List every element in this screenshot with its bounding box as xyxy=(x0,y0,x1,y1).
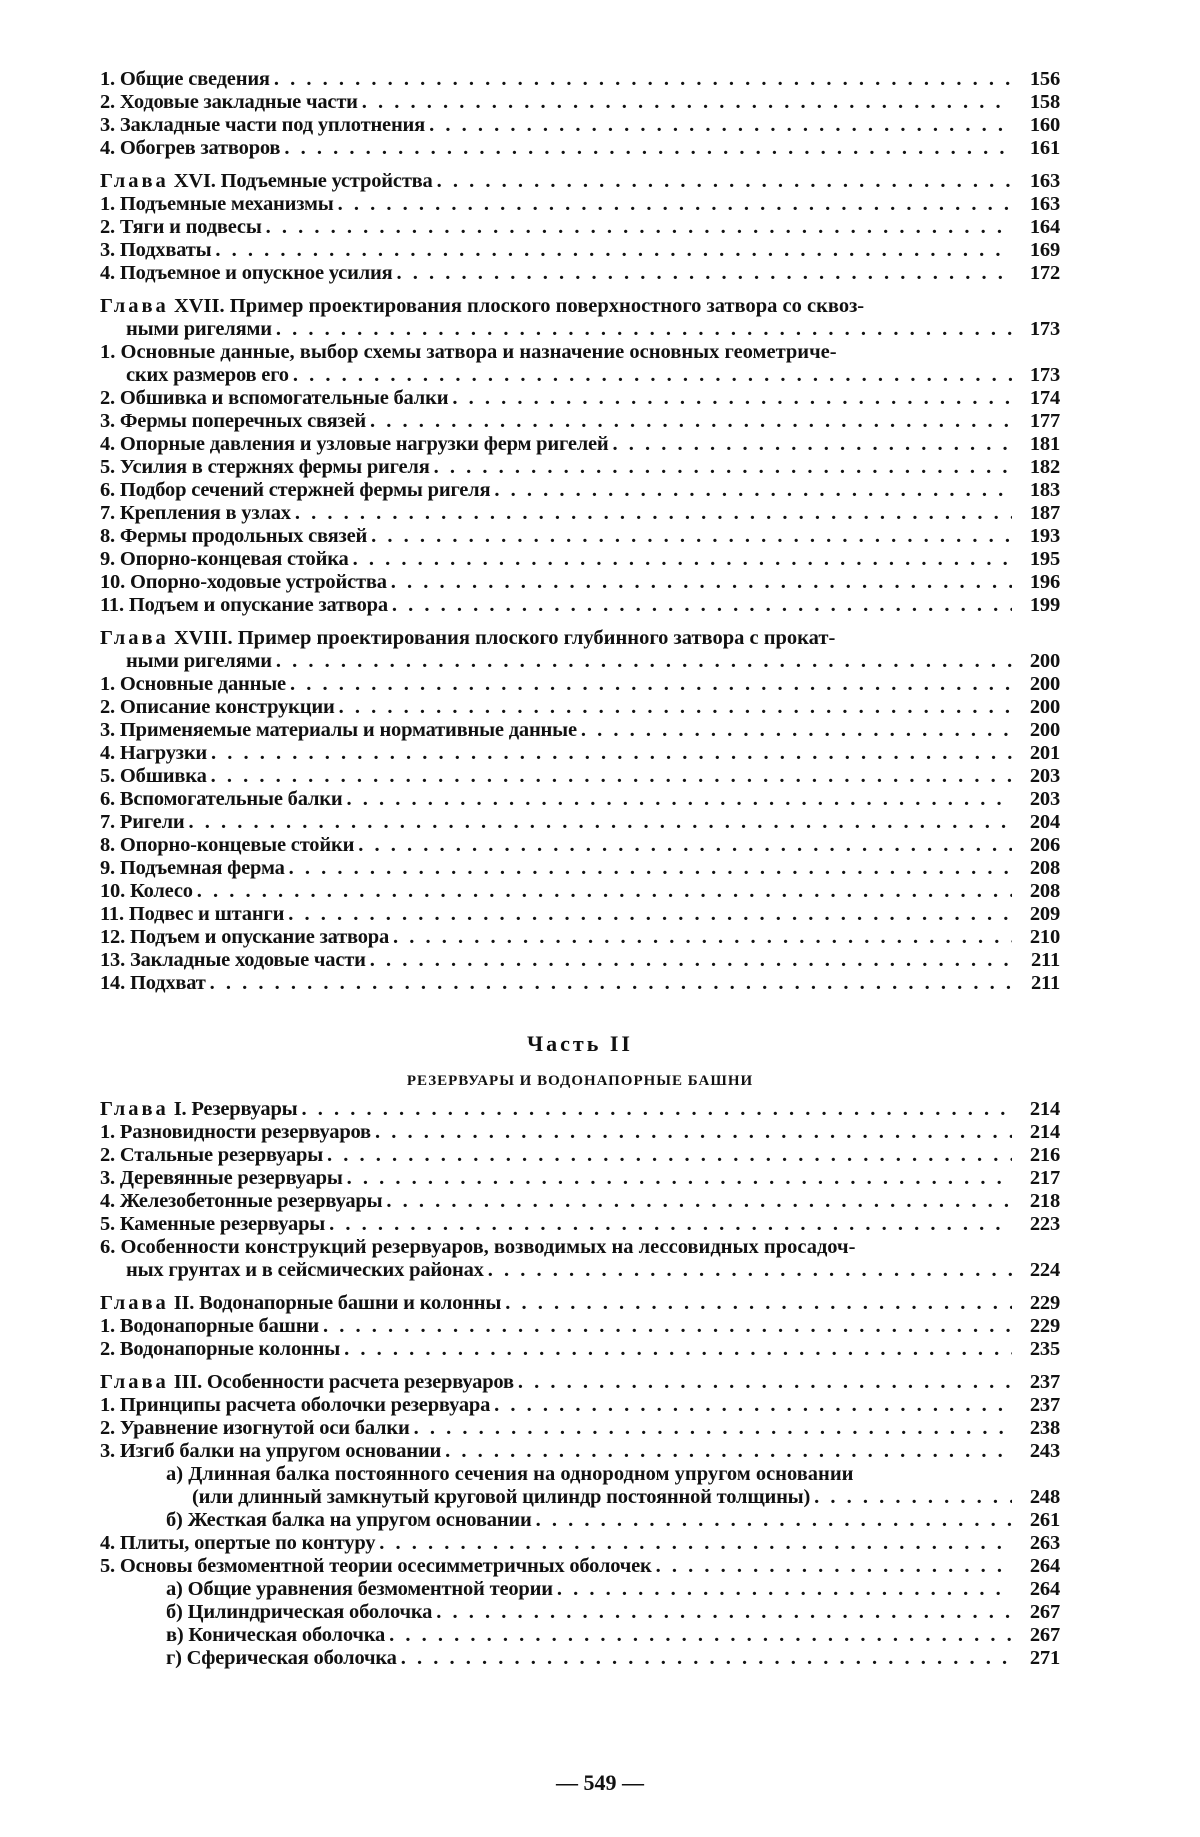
toc-entry xyxy=(100,1463,1060,1509)
page-ref: 200 xyxy=(1029,650,1060,672)
toc-entry xyxy=(100,1144,1060,1167)
toc-entry-title: 1. Разновидности резервуаров xyxy=(100,1121,371,1143)
dot-leader xyxy=(375,1121,1012,1144)
toc-entry-title: 7. Ригели xyxy=(100,811,185,833)
toc-chapter xyxy=(100,1292,1060,1315)
toc-entry xyxy=(100,1417,1060,1440)
dot-leader xyxy=(445,1440,1012,1463)
toc-entry-title: XVII. Пример проектирования плоского поверхностного затвора со сквоз- xyxy=(173,295,865,317)
page-ref: 160 xyxy=(1029,114,1060,136)
toc-entry xyxy=(100,811,1060,834)
dot-leader xyxy=(429,114,1012,137)
dot-leader xyxy=(389,1624,1012,1647)
dot-leader xyxy=(397,262,1012,285)
toc-chapter xyxy=(100,627,1060,673)
toc-entry-title: 6. Особенности конструкций резервуаров, возводимых на лессовидных просадоч- xyxy=(100,1236,856,1258)
toc-entry xyxy=(100,525,1060,548)
toc-entry-title: г) Сферическая оболочка xyxy=(166,1647,397,1669)
toc-entry-title: 2. Стальные резервуары xyxy=(100,1144,324,1166)
toc-section-part2 xyxy=(100,1098,1060,1670)
page-ref: 235 xyxy=(1029,1338,1060,1360)
toc-entry-title: 5. Обшивка xyxy=(100,765,207,787)
page-ref: 204 xyxy=(1029,811,1060,833)
toc-entry-title: 10. Колесо xyxy=(100,880,193,902)
toc-entry-title: в) Коническая оболочка xyxy=(166,1624,386,1646)
dot-leader xyxy=(392,594,1012,617)
page-ref: 161 xyxy=(1029,137,1060,159)
toc-entry-title: I. Резервуары xyxy=(173,1098,298,1120)
toc-entry xyxy=(100,1121,1060,1144)
toc-entry-title: XVIII. Пример проектирования плоского глубинного затвора с прокат- xyxy=(173,627,836,649)
dot-leader xyxy=(344,1338,1012,1361)
toc-entry-title: 10. Опорно-ходовые устройства xyxy=(100,571,387,593)
toc-entry-title: а) Общие уравнения безмоментной теории xyxy=(166,1578,553,1600)
toc-entry xyxy=(100,1236,1060,1282)
dot-leader xyxy=(434,456,1012,479)
page-ref: 237 xyxy=(1029,1394,1060,1416)
toc-entry-title: 9. Подъемная ферма xyxy=(100,857,285,879)
page-number: — 549 — xyxy=(556,1770,644,1795)
toc-entry-title: 3. Закладные части под уплотнения xyxy=(100,114,426,136)
page-ref: 193 xyxy=(1029,525,1060,547)
toc-entry-title: 3. Деревянные резервуары xyxy=(100,1167,343,1189)
toc-entry xyxy=(100,1440,1060,1463)
page-ref: 217 xyxy=(1029,1167,1060,1189)
toc-entry xyxy=(100,1624,1060,1647)
toc-entry xyxy=(100,502,1060,525)
toc-entry-title: 4. Опорные давления и узловые нагрузки ферм ригелей xyxy=(100,433,609,455)
dot-leader xyxy=(494,479,1012,502)
toc-page xyxy=(100,68,1060,1670)
toc-entry xyxy=(100,433,1060,456)
dot-leader xyxy=(371,525,1012,548)
page-ref: 214 xyxy=(1029,1121,1060,1143)
toc-entry xyxy=(100,949,1060,972)
toc-entry xyxy=(100,1338,1060,1361)
toc-entry xyxy=(100,341,1060,387)
page-ref: 177 xyxy=(1029,410,1060,432)
page-ref: 211 xyxy=(1030,949,1060,971)
toc-entry xyxy=(100,193,1060,216)
toc-entry xyxy=(100,1167,1060,1190)
toc-entry-title: 4. Обогрев затворов xyxy=(100,137,281,159)
toc-entry xyxy=(100,673,1060,696)
dot-leader xyxy=(393,926,1012,949)
page-ref: 158 xyxy=(1029,91,1060,113)
dot-leader xyxy=(210,972,1012,995)
part-subtitle: РЕЗЕРВУАРЫ И ВОДОНАПОРНЫЕ БАШНИ xyxy=(406,1073,754,1089)
toc-entry-title: 4. Подъемное и опускное усилия xyxy=(100,262,393,284)
dot-leader xyxy=(274,68,1012,91)
dot-leader xyxy=(358,834,1012,857)
toc-entry xyxy=(100,216,1060,239)
page-ref: 163 xyxy=(1029,170,1060,192)
dot-leader xyxy=(197,880,1012,903)
page-ref: 261 xyxy=(1029,1509,1060,1531)
toc-entry-title: 11. Подвес и штанги xyxy=(100,903,285,925)
dot-leader xyxy=(339,696,1012,719)
page-ref: 172 xyxy=(1029,262,1060,284)
page-ref: 200 xyxy=(1029,696,1060,718)
toc-section-part1 xyxy=(100,68,1060,995)
toc-entry-title: 1. Принципы расчета оболочки резервуара xyxy=(100,1394,491,1416)
dot-leader xyxy=(327,1144,1012,1167)
toc-entry xyxy=(100,765,1060,788)
toc-entry xyxy=(100,456,1060,479)
dot-leader xyxy=(293,364,1012,387)
dot-leader xyxy=(276,318,1012,341)
page-ref: 223 xyxy=(1029,1213,1060,1235)
page-ref: 267 xyxy=(1029,1624,1060,1646)
toc-entry-title: б) Жесткая балка на упругом основании xyxy=(166,1509,532,1531)
toc-entry-title: 1. Подъемные механизмы xyxy=(100,193,334,215)
toc-entry-title: 4. Железобетонные резервуары xyxy=(100,1190,383,1212)
toc-entry-title: II. Водонапорные башни и колонны xyxy=(173,1292,502,1314)
toc-entry-title: 12. Подъем и опускание затвора xyxy=(100,926,390,948)
page-ref: 196 xyxy=(1029,571,1060,593)
toc-entry-title-cont: (или длинный замкнутый круговой цилиндр постоянной толщины) xyxy=(192,1486,811,1508)
page-ref: 229 xyxy=(1029,1315,1060,1337)
toc-entry-title: 2. Уравнение изогнутой оси балки xyxy=(100,1417,410,1439)
dot-leader xyxy=(295,502,1012,525)
dot-leader xyxy=(505,1292,1012,1315)
page-ref: 181 xyxy=(1029,433,1060,455)
chapter-label: Глава xyxy=(100,1292,169,1314)
dot-leader xyxy=(289,857,1012,880)
toc-entry-title-cont: ных грунтах и в сейсмических районах xyxy=(126,1259,484,1281)
page-ref: 229 xyxy=(1029,1292,1060,1314)
toc-entry-title: 5. Усилия в стержнях фермы ригеля xyxy=(100,456,430,478)
toc-entry xyxy=(100,742,1060,765)
toc-entry-title: 5. Каменные резервуары xyxy=(100,1213,326,1235)
toc-entry-title: 3. Подхваты xyxy=(100,239,212,261)
page-ref: 183 xyxy=(1029,479,1060,501)
toc-entry-title: 6. Вспомогательные балки xyxy=(100,788,343,810)
toc-entry xyxy=(100,1578,1060,1601)
toc-entry-title: 11. Подъем и опускание затвора xyxy=(100,594,388,616)
page-ref: 209 xyxy=(1029,903,1060,925)
dot-leader xyxy=(323,1315,1012,1338)
toc-entry-title: 8. Фермы продольных связей xyxy=(100,525,368,547)
toc-entry xyxy=(100,857,1060,880)
toc-entry-title: XVI. Подъемные устройства xyxy=(173,170,433,192)
dot-leader xyxy=(346,788,1012,811)
toc-entry xyxy=(100,571,1060,594)
dot-leader xyxy=(379,1532,1012,1555)
dot-leader xyxy=(391,571,1012,594)
toc-entry xyxy=(100,91,1060,114)
page-ref: 271 xyxy=(1029,1647,1060,1669)
page-ref: 211 xyxy=(1030,972,1060,994)
page-ref: 203 xyxy=(1029,765,1060,787)
page-ref: 169 xyxy=(1029,239,1060,261)
page-ref: 264 xyxy=(1029,1578,1060,1600)
page-ref: 200 xyxy=(1029,719,1060,741)
dot-leader xyxy=(188,811,1012,834)
dot-leader xyxy=(401,1647,1012,1670)
toc-entry xyxy=(100,594,1060,617)
part-title: Часть II xyxy=(527,1031,633,1056)
page-ref: 248 xyxy=(1029,1486,1060,1508)
toc-entry-title: 3. Применяемые материалы и нормативные данные xyxy=(100,719,577,741)
toc-entry xyxy=(100,788,1060,811)
dot-leader xyxy=(215,239,1012,262)
toc-entry-title: 2. Обшивка и вспомогательные балки xyxy=(100,387,449,409)
page-ref: 237 xyxy=(1029,1371,1060,1393)
page-ref: 156 xyxy=(1029,68,1060,90)
toc-entry-title: 1. Основные данные, выбор схемы затвора и назначение основных геометриче- xyxy=(100,341,837,363)
toc-entry-title: 6. Подбор сечений стержней фермы ригеля xyxy=(100,479,491,501)
dot-leader xyxy=(437,170,1012,193)
dot-leader xyxy=(353,548,1012,571)
page-ref: 199 xyxy=(1029,594,1060,616)
toc-entry-title: а) Длинная балка постоянного сечения на однородном упругом основании xyxy=(166,1463,854,1485)
dot-leader xyxy=(329,1213,1012,1236)
page-ref: 182 xyxy=(1029,456,1060,478)
page-ref: 214 xyxy=(1029,1098,1060,1120)
toc-chapter xyxy=(100,170,1060,193)
toc-entry-title: 7. Крепления в узлах xyxy=(100,502,291,524)
page-ref: 263 xyxy=(1029,1532,1060,1554)
page-ref: 206 xyxy=(1029,834,1060,856)
page-ref: 203 xyxy=(1029,788,1060,810)
dot-leader xyxy=(656,1555,1012,1578)
page-ref: 224 xyxy=(1029,1259,1060,1281)
dot-leader xyxy=(211,765,1012,788)
page-ref: 164 xyxy=(1029,216,1060,238)
dot-leader xyxy=(452,387,1012,410)
dot-leader xyxy=(814,1486,1012,1509)
dot-leader xyxy=(518,1371,1012,1394)
page-ref: 187 xyxy=(1029,502,1060,524)
toc-entry-title: 1. Основные данные xyxy=(100,673,286,695)
page-ref: 201 xyxy=(1029,742,1060,764)
dot-leader xyxy=(284,137,1012,160)
toc-entry-title: III. Особенности расчета резервуаров xyxy=(173,1371,514,1393)
dot-leader xyxy=(370,410,1012,433)
chapter-label: Глава xyxy=(100,295,169,317)
page-ref: 264 xyxy=(1029,1555,1060,1577)
toc-entry xyxy=(100,880,1060,903)
page-ref: 163 xyxy=(1029,193,1060,215)
dot-leader xyxy=(370,949,1012,972)
dot-leader xyxy=(436,1601,1012,1624)
dot-leader xyxy=(536,1509,1012,1532)
toc-entry-title: 2. Тяги и подвесы xyxy=(100,216,262,238)
toc-entry-title: 14. Подхват xyxy=(100,972,206,994)
dot-leader xyxy=(557,1578,1012,1601)
page-ref: 173 xyxy=(1029,364,1060,386)
dot-leader xyxy=(414,1417,1012,1440)
toc-entry xyxy=(100,68,1060,91)
dot-leader xyxy=(362,91,1012,114)
toc-entry-title-cont: ских размеров его xyxy=(126,364,289,386)
toc-entry xyxy=(100,387,1060,410)
toc-entry-title-cont: ными ригелями xyxy=(126,650,272,672)
toc-entry-title: 5. Основы безмоментной теории осесимметричных оболочек xyxy=(100,1555,652,1577)
dot-leader xyxy=(347,1167,1012,1190)
toc-entry-title: 2. Водонапорные колонны xyxy=(100,1338,341,1360)
page-ref: 216 xyxy=(1029,1144,1060,1166)
toc-entry-title: 2. Описание конструкции xyxy=(100,696,335,718)
toc-chapter xyxy=(100,295,1060,341)
toc-chapter xyxy=(100,1371,1060,1394)
chapter-label: Глава xyxy=(100,1371,169,1393)
dot-leader xyxy=(581,719,1012,742)
dot-leader xyxy=(211,742,1012,765)
toc-entry-title: 13. Закладные ходовые части xyxy=(100,949,366,971)
toc-entry xyxy=(100,479,1060,502)
toc-entry xyxy=(100,1394,1060,1417)
dot-leader xyxy=(494,1394,1012,1417)
toc-entry xyxy=(100,1601,1060,1624)
toc-entry-title: 3. Изгиб балки на упругом основании xyxy=(100,1440,442,1462)
toc-entry xyxy=(100,137,1060,160)
toc-entry-title: 9. Опорно-концевая стойка xyxy=(100,548,349,570)
page-ref: 238 xyxy=(1029,1417,1060,1439)
page-ref: 174 xyxy=(1029,387,1060,409)
toc-entry-title: 3. Фермы поперечных связей xyxy=(100,410,367,432)
toc-entry xyxy=(100,114,1060,137)
dot-leader xyxy=(386,1190,1012,1213)
toc-entry xyxy=(100,719,1060,742)
toc-entry xyxy=(100,972,1060,995)
toc-entry xyxy=(100,239,1060,262)
chapter-label: Глава xyxy=(100,627,169,649)
toc-entry-title: 4. Нагрузки xyxy=(100,742,208,764)
toc-entry xyxy=(100,1647,1060,1670)
dot-leader xyxy=(301,1098,1012,1121)
toc-entry xyxy=(100,1532,1060,1555)
toc-entry xyxy=(100,262,1060,285)
dot-leader xyxy=(266,216,1012,239)
page-ref: 267 xyxy=(1029,1601,1060,1623)
chapter-label: Глава xyxy=(100,170,169,192)
toc-entry xyxy=(100,1509,1060,1532)
toc-entry-title: 8. Опорно-концевые стойки xyxy=(100,834,355,856)
toc-entry xyxy=(100,1315,1060,1338)
page-ref: 200 xyxy=(1029,673,1060,695)
dot-leader xyxy=(338,193,1012,216)
toc-entry xyxy=(100,1555,1060,1578)
toc-entry-title: 1. Водонапорные башни xyxy=(100,1315,319,1337)
page-ref: 173 xyxy=(1029,318,1060,340)
page-ref: 195 xyxy=(1029,548,1060,570)
dot-leader xyxy=(613,433,1012,456)
toc-entry xyxy=(100,1213,1060,1236)
toc-entry xyxy=(100,1190,1060,1213)
toc-entry-title-cont: ными ригелями xyxy=(126,318,272,340)
toc-entry xyxy=(100,548,1060,571)
page-ref: 208 xyxy=(1029,880,1060,902)
toc-entry xyxy=(100,926,1060,949)
toc-entry-title: 1. Общие сведения xyxy=(100,68,270,90)
toc-entry-title: 2. Ходовые закладные части xyxy=(100,91,358,113)
page-ref: 210 xyxy=(1029,926,1060,948)
toc-entry-title: 4. Плиты, опертые по контуру xyxy=(100,1532,376,1554)
dot-leader xyxy=(290,673,1012,696)
page-ref: 218 xyxy=(1029,1190,1060,1212)
page-ref: 243 xyxy=(1029,1440,1060,1462)
page-ref: 208 xyxy=(1029,857,1060,879)
toc-entry xyxy=(100,903,1060,926)
toc-entry-title: б) Цилиндрическая оболочка xyxy=(166,1601,433,1623)
dot-leader xyxy=(488,1259,1012,1282)
toc-entry xyxy=(100,696,1060,719)
dot-leader xyxy=(276,650,1012,673)
toc-entry xyxy=(100,834,1060,857)
toc-entry xyxy=(100,410,1060,433)
dot-leader xyxy=(288,903,1012,926)
toc-chapter xyxy=(100,1098,1060,1121)
chapter-label: Глава xyxy=(100,1098,169,1120)
